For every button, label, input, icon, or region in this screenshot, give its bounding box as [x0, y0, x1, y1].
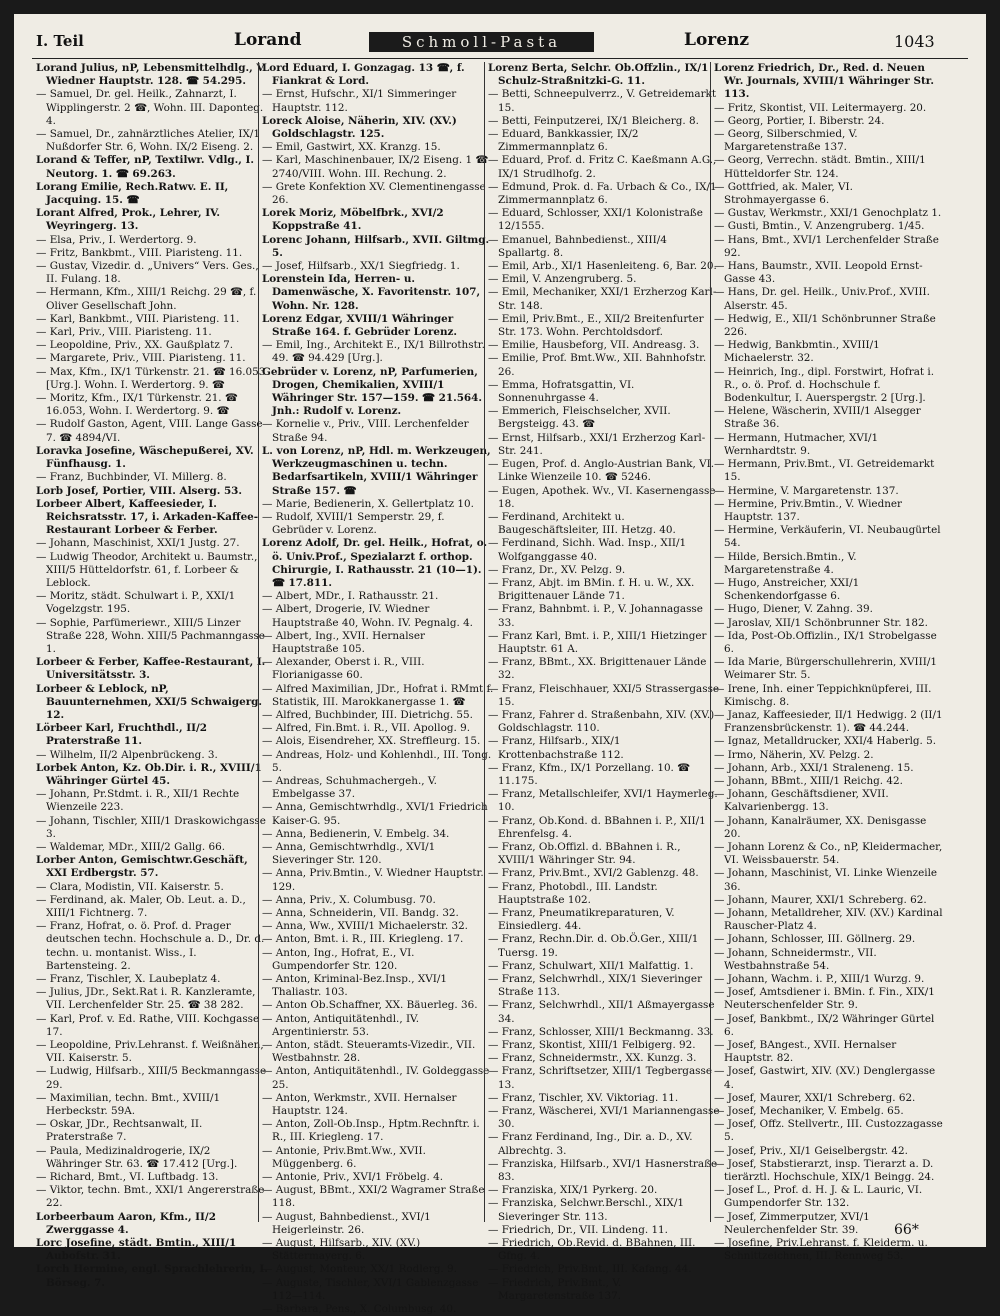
directory-entry: — Ludwig, Hilfsarb., XIII/5 Beckmanngasse 29. — [36, 1065, 267, 1091]
directory-entry: — Antonie, Priv.Bmt.Ww., XVII. Müggenberg. 6. — [262, 1144, 426, 1170]
directory-entry: — Barbara, Pens., X. Columbusg. 40. — [262, 1303, 457, 1316]
directory-entry: — Moritz, Kfm., IX/1 Türkenstr. 21. ☎ 16.053, Wohn. I. Werdertorg. 9. ☎ — [36, 392, 238, 418]
directory-entry: — Johann, Metalldreher, XIV. (XV.) Kardinal Rauscher-Platz 4. — [714, 907, 943, 933]
signature-mark: 66* — [894, 1222, 919, 1238]
directory-entry: — Hermann, Priv.Bmt., VI. Getreidemarkt 15. — [714, 458, 935, 484]
directory-entry: — Janaz, Kaffeesieder, II/1 Hedwigg. 2 (II/1 Franzensbrückenstr. 1). ☎ 44.244. — [714, 708, 943, 735]
directory-entry: — Georg, Portier, I. Biberstr. 24. — [714, 114, 885, 127]
directory-entry: — Emil, V. Anzengruberg. 5. — [488, 273, 637, 286]
directory-entry: — Franz, Schneidermstr., XX. Kunzg. 3. — [488, 1052, 697, 1065]
directory-entry: — Franz, Fahrer d. Straßenbahn, XIV. (XV.) Goldschlagstr. 110. — [488, 708, 715, 735]
directory-entry: Lorand Julius, nP, Lebensmittelhdlg., V. Wiedner Hauptstr. 128. ☎ 54.295. — [36, 62, 267, 88]
directory-entry: — Franz, Schulwart, XII/1 Malfattig. 1. — [488, 959, 694, 972]
directory-entry: — Albert, Ing., XVII. Hernalser Hauptstraße 105. — [262, 629, 425, 655]
directory-entry: — Max, Kfm., IX/1 Türkenstr. 21. ☎ 16.053 [Urg.]. Wohn. I. Werdertorg. 9. ☎ — [36, 365, 266, 391]
directory-entry: — Franz, Photobdl., III. Landstr. Hauptstraße 102. — [488, 880, 658, 906]
directory-entry: Lorant Alfred, Prok., Lehrer, IV. Weyringerg. 13. — [36, 207, 220, 233]
directory-entry: — Josef, Bankbmt., IX/2 Währinger Gürtel 6. — [714, 1012, 935, 1038]
directory-entry: — Franz Ferdinand, Ing., Dir. a. D., XV. Albrechtg. 3. — [488, 1131, 693, 1157]
directory-entry: Loravka Josefine, Wäschepußerei, XV. Fünfhausg. 1. — [36, 444, 254, 471]
directory-entry: — Alois, Eisendreher, XX. Streffleurg. 15. — [262, 735, 481, 748]
column-divider — [710, 62, 711, 1222]
directory-entry: — Ludwig Theodor, Architekt u. Baumstr., XIII/5 Hütteldorfstr. 61, f. Lorbeer & Leblock. — [36, 550, 258, 589]
directory-entry: — Georg, Verrechn. städt. Bmtin., XIII/1 Hütteldorfer Str. 124. — [714, 154, 926, 180]
directory-entry: — Johann, Schlosser, III. Göllnerg. 29. — [714, 933, 916, 946]
directory-entry: L. von Lorenz, nP, Hdl. m. Werkzeugen, Werkzeugmaschinen u. techn. Bedarfsartikeln, XVIII/1 Währinger Straße 157. ☎ — [262, 444, 491, 497]
directory-entry: — Hermine, V. Margaretenstr. 137. — [714, 484, 899, 497]
running-head-right: Lorenz — [684, 30, 750, 50]
directory-entry: Loreck Aloise, Näherin, XIV. (XV.) Goldschlagstr. 125. — [262, 114, 457, 141]
directory-entry: Lorbeer & Leblock, nP, Bauunternehmen, XXI/5 Schwaigerg. 12. — [36, 682, 263, 721]
directory-entry: — Hermine, Verkäuferin, VI. Neubaugürtel 54. — [714, 524, 941, 550]
directory-entry: — Franziska, Hilfsarb., XVI/1 Hasnerstraße 83. — [488, 1157, 718, 1184]
directory-entry: — Eduard, Prof. d. Fritz C. Kaeßmann A.G., IX/1 Strudlhofg. 2. — [488, 154, 717, 180]
directory-entry: — Irmo, Näherin, XV. Pelzg. 2. — [714, 748, 874, 761]
directory-entry: — Emil, Mechaniker, XXI/1 Erzherzog Karl-Str. 148. — [488, 286, 717, 312]
directory-entry: — Heinrich, Ing., dipl. Forstwirt, Hofrat i. R., o. ö. Prof. d. Hochschule f. Bodenkultur, I. Auerspergstr. 2 [Urg.]. — [714, 365, 935, 405]
part-label: I. Teil — [36, 32, 84, 50]
directory-entry: — Alfred Maximilian, JDr., Hofrat i. RMmt f. Statistik, III. Marokkanergasse 1. ☎ — [262, 682, 494, 708]
directory-entry: — Josef, Mechaniker, V. Embelg. 65. — [714, 1105, 904, 1118]
directory-entry: — Anton, Zoll-Ob.Insp., Hptm.Rechnftr. i. R., III. Kriegleng. 17. — [262, 1118, 480, 1144]
directory-entry: — Betti, Schneepulverrz., V. Getreidemarkt 15. — [488, 88, 717, 114]
directory-entry: — Franz, Hilfsarb., XIX/1 Krottenbachstraße 112. — [488, 735, 624, 761]
directory-entry: — Anton, Kriminal-Bez.Insp., XVI/1 Thaliastr. 103. — [262, 973, 447, 999]
directory-entry: — Emil, Ing., Architekt E., IX/1 Billrothstr. 49. ☎ 94.429 [Urg.]. — [262, 339, 485, 365]
directory-entry: Lorch Hermine, engl. Sprachlehrerin, I. Börseg. 7. — [36, 1263, 268, 1289]
directory-entry: — Waldemar, MDr., XIII/2 Gallg. 66. — [36, 840, 226, 853]
directory-entry: — Anton, Werkmstr., XVII. Hernalser Hauptstr. 124. — [262, 1091, 457, 1118]
directory-entry: — Eugen, Apothek. Wv., VI. Kasernengasse 18. — [488, 484, 716, 510]
directory-entry: Lorenz Adolf, Dr. gel. Heilk., Hofrat, o. ö. Univ.Prof., Spezialarzt f. orthop. Chirurgie, I. Rathausstr. 21 (10—1). ☎ 17.811. — [262, 537, 488, 589]
column-1 — [36, 62, 268, 1289]
directory-entry: — Ignaz, Metalldrucker, XXI/4 Haberlg. 5. — [714, 735, 937, 748]
directory-entry: — Clara, Modistin, VII. Kaiserstr. 5. — [36, 880, 224, 893]
directory-entry: Lorand & Teffer, nP, Textilwr. Vdlg., I. Neutorg. 1. ☎ 69.263. — [36, 154, 254, 180]
directory-entry: — Karl, Prof. v. Ed. Rathe, VIII. Kochgasse 17. — [36, 1012, 260, 1038]
directory-entry: — Josef, Priv., XI/1 Geiselbergstr. 42. — [714, 1144, 908, 1157]
directory-entry: — Franz, Kfm., IX/1 Porzellang. 10. ☎ 11.175. — [488, 761, 691, 787]
page-number: 1043 — [894, 32, 935, 51]
directory-entry: — Fritz, Bankbmt., VIII. Piaristeng. 11. — [36, 246, 243, 259]
directory-entry: — Josef, Amtsdiener i. BMin. f. Fin., XIX/1 Neuterschenfelder Str. 9. — [714, 986, 935, 1012]
directory-entry: — Moritz, städt. Schulwart i. P., XXI/1 Vogelzgstr. 195. — [36, 590, 236, 616]
directory-entry: — Anton, Antiquitätenhdl., IV. Goldeggasse 25. — [262, 1065, 490, 1091]
directory-entry: — Georg, Silberschmied, V. Margaretenstraße 137. — [714, 128, 858, 154]
directory-entry: — Kornelie v., Priv., VIII. Lerchenfelder Straße 94. — [262, 418, 469, 444]
directory-entry: — Friedrich, Priv.Bmt., III. Kafang. 44. — [488, 1263, 692, 1276]
directory-entry: — Johann, Maschinist, VI. Linke Wienzeile 36. — [714, 867, 938, 893]
directory-entry: Lorbeerbaum Aaron, Kfm., II/2 Zwerggasse 4. — [36, 1210, 216, 1236]
directory-entry: — Johann, Wachm. i. P., XIII/1 Wurzg. 9. — [714, 973, 925, 986]
directory-entry: — Franz, Ob.Offizl. d. BBahnen i. R., XVIII/1 Währinger Str. 94. — [488, 840, 681, 867]
directory-entry: — Franz, Rechn.Dir. d. Ob.Ö.Ger., XIII/1 Tuersg. 19. — [488, 933, 699, 959]
directory-entry: — Emil, Priv.Bmt., E., XII/2 Breitenfurter Str. 173. Wohn. Perchtoldsdorf. — [488, 312, 704, 339]
directory-entry: — Franz, Ob.Kond. d. BBahnen i. P., XII/1 Ehrenfelsg. 4. — [488, 814, 706, 840]
directory-entry: — Franz, Schriftsetzer, XIII/1 Tegbergasse 13. — [488, 1065, 712, 1091]
column-divider — [484, 62, 485, 1222]
running-head-left: Lorand — [234, 30, 302, 50]
directory-entry: — Anna, Gemischtwrhdlg., XVI/1 Friedrich Kaiser-G. 95. — [262, 801, 488, 827]
directory-entry: — Karl, Maschinenbauer, IX/2 Eiseng. 1 ☎ 2740/VIII. Wohn. III. Rechung. 2. — [262, 154, 489, 180]
column-divider — [258, 62, 259, 1222]
directory-entry: — Josef L., Prof. d. H. J. & L. Lauric, VI. Gumpendorfer Str. 132. — [714, 1184, 923, 1210]
directory-entry: — Josef, Gastwirt, XIV. (XV.) Denglergasse 4. — [714, 1065, 936, 1091]
directory-entry: — Johann, Kanalräumer, XX. Denisgasse 20. — [714, 814, 927, 840]
directory-entry: — Hans, Bmt., XVI/1 Lerchenfelder Straße 92. — [714, 233, 939, 259]
directory-entry: — Josef, Zimmerputzer, XVI/1 Neulerchenfelder Str. 39. — [714, 1210, 870, 1236]
directory-entry: — Franz, Dr., XV. Pelzg. 9. — [488, 563, 626, 576]
directory-entry: Lorenz Berta, Selchr. Ob.Offzlin., IX/1 Schulz-Straßnitzki-G. 11. — [488, 62, 709, 88]
directory-entry: — Ferdinand, Architekt u. Baugeschäftsleiter, III. Hetzg. 40. — [488, 510, 676, 537]
directory-entry: — Franz, Tischler, XV. Viktoriag. 11. — [488, 1091, 679, 1104]
directory-entry: — Hilde, Bersich.Bmtin., V. Margaretenstraße 4. — [714, 550, 857, 576]
directory-entry: — Karl, Priv., VIII. Piaristeng. 11. — [36, 326, 212, 339]
directory-entry: Lorbeer Albert, Kaffeesieder, I. Reichsratsstr. 17, i. Arkaden-Kaffee-Restaurant Lorbeer & Ferber. — [36, 497, 259, 537]
directory-entry: — Alfred, Buchbinder, III. Dietrichg. 55. — [262, 708, 473, 721]
directory-entry: — Hans, Baumstr., XVII. Leopold Ernst-Gasse 43. — [714, 260, 923, 286]
directory-entry: — Ida, Post-Ob.Offizlin., IX/1 Strobelgasse 6. — [714, 629, 937, 655]
directory-entry: — Emil, Gastwirt, XX. Kranzg. 15. — [262, 141, 441, 154]
directory-entry: — Friedrich, Ob.Revid. d. BBahnen, III. Gfng. 4. — [488, 1237, 696, 1263]
directory-entry: — Leopoldine, Priv., XX. Gaußplatz 7. — [36, 339, 234, 352]
directory-entry: — Hermine, Priv.Bmtin., V. Wiedner Hauptstr. 137. — [714, 497, 903, 523]
directory-entry: — Franz, Metallschleifer, XVI/1 Haymerleg. 10. — [488, 788, 718, 814]
directory-entry: — Emil, Arb., XI/1 Hasenleiteng. 6, Bar. 20. — [488, 260, 717, 273]
directory-entry: — Franz, BBmt., XX. Brigittenauer Lände 32. — [488, 656, 707, 682]
directory-entry: — Franziska, XIX/1 Pyrkerg. 20. — [488, 1184, 658, 1197]
directory-entry: — Emanuel, Bahnbedienst., XIII/4 Spallartg. 8. — [488, 233, 667, 259]
header-rule — [32, 58, 968, 59]
directory-entry: Lorbeer & Ferber, Kaffee-Restaurant, I. Universitätsstr. 3. — [36, 656, 266, 682]
directory-entry: — Anna, Schneiderin, VII. Bandg. 32. — [262, 907, 459, 919]
directory-entry: — Sophie, Parfümeriewr., XIII/5 Linzer Straße 228, Wohn. XIII/5 Pachmanngasse 1. — [36, 616, 265, 655]
directory-entry: — Emmerich, Fleischselcher, XVII. Bergsteigg. 43. ☎ — [488, 405, 671, 431]
directory-entry: — Franz, Priv.Bmt., XVI/2 Gablenzg. 48. — [488, 867, 699, 880]
directory-entry: — Hermann, Kfm., XIII/1 Reichg. 29 ☎, f. Oliver Gesellschaft John. — [36, 286, 257, 312]
directory-entry: Lorenz Edgar, XVIII/1 Währinger Straße 164. f. Gebrüder Lorenz. — [262, 312, 458, 339]
directory-entry: — Anton, Bmt. i. R., III. Kriegleng. 17. — [262, 933, 464, 946]
directory-entry: — Anna, Gemischtwrhdlg., XVI/1 Sieveringer Str. 120. — [262, 840, 436, 867]
directory-entry: — Irene, Inh. einer Teppichknüpferei, III. Kimischg. 8. — [714, 682, 932, 708]
directory-entry: — Anton, Antiquitätenhdl., IV. Argentinierstr. 53. — [262, 1012, 420, 1038]
directory-entry: — Rudolf Gaston, Agent, VIII. Lange Gasse 7. ☎ 4894/VI. — [36, 418, 263, 444]
advertisement-banner: Schmoll-Pasta — [369, 32, 594, 52]
directory-entry: — Karl, Bankbmt., VIII. Piaristeng. 11. — [36, 312, 240, 325]
directory-entry: — Helene, Wäscherin, XVIII/1 Alsegger Straße 36. — [714, 405, 921, 431]
directory-entry: — Margarete, Priv., VIII. Piaristeng. 11. — [36, 352, 246, 365]
directory-entry: — Alfred, Fin.Bmt. i. R., VII. Apollog. 9. — [262, 722, 471, 735]
directory-entry: — Edmund, Prok. d. Fa. Urbach & Co., IX/1 Zimmermannplatz 6. — [488, 180, 717, 207]
directory-entry: — August, Hilfsarb., XIV. (XV.) Stättermayerg. 6. — [262, 1237, 421, 1263]
directory-entry: — Anna, Priv.Bmtin., V. Wiedner Hauptstr. 129. — [262, 867, 484, 893]
directory-entry: — Albert, Drogerie, IV. Wiedner Hauptstraße 40, Wohn. IV. Pegnalg. 4. — [262, 603, 473, 629]
directory-entry: — Anton Ob.Schaffner, XX. Bäuerleg. 36. — [262, 999, 478, 1012]
directory-entry: — Johann, Schneidermstr., VII. Westbahnstraße 54. — [714, 946, 877, 972]
directory-entry: — Maximilian, techn. Bmt., XVIII/1 Herbeckstr. 59A. — [36, 1091, 221, 1118]
directory-entry: — Johann, Geschäftsdiener, XVII. Kalvarienbergg. 13. — [714, 788, 889, 814]
directory-entry: — Oskar, JDr., Rechtsanwalt, II. Praterstraße 7. — [36, 1118, 203, 1144]
directory-entry: — Auguste, Tischler, XVI/1 Gablenzgasse 112—114. — [262, 1276, 479, 1302]
directory-entry: — Franz, Abjt. im BMin. f. H. u. W., XX. Brigittenauer Lände 71. — [488, 576, 695, 603]
directory-entry: Lorang Emilie, Rech.Ratwv. E. II, Jacquing. 15. ☎ — [36, 180, 229, 207]
directory-entry: — Antonie, Priv., XVI/1 Fröbelg. 4. — [262, 1171, 444, 1184]
directory-entry: — Friedrich, Priv.Bmt., V. Margaretenstraße 137. — [488, 1276, 622, 1302]
directory-entry: — Franz, Tischler, X. Laubeplatz 4. — [36, 973, 221, 986]
directory-entry: — Franz, Selchwrhdl., XIX/1 Sieveringer Straße 113. — [488, 973, 703, 999]
directory-entry: — Emilie, Prof. Bmt.Ww., XII. Bahnhofstr. 26. — [488, 352, 707, 378]
directory-entry: — Viktor, techn. Bmt., XXI/1 Angererstraße 22. — [36, 1184, 265, 1210]
directory-entry: — Emma, Hofratsgattin, VI. Sonnenuhrgasse 4. — [488, 378, 635, 405]
directory-entry: — Albert, MDr., I. Rathausstr. 21. — [262, 590, 439, 603]
directory-entry: — Fritz, Skontist, VII. Leitermayerg. 20. — [714, 101, 927, 114]
directory-entry: — Franz, Buchbinder, VI. Millerg. 8. — [36, 471, 227, 484]
directory-entry: — Andreas, Holz- und Kohlenhdl., III. Tong. 5. — [262, 748, 492, 774]
directory-entry: — Grete Konfektion XV. Clementinengasse 26. — [262, 180, 486, 207]
directory-entry: Lorek Moriz, Möbelfbrk., XVI/2 Koppstraße 41. — [262, 207, 444, 233]
directory-entry: — Elsa, Priv., I. Werdertorg. 9. — [36, 233, 197, 246]
directory-entry: — Josef, Stabstierarzt, insp. Tierarzt a. D. tierärztl. Hochschule, XIX/1 Beingg. 24. — [714, 1157, 935, 1184]
directory-entry: — Leopoldine, Priv.Lehranst. f. Weißnähen, VII. Kaiserstr. 5. — [36, 1039, 264, 1065]
directory-entry: — Franziska, Selchwr.Berschl., XIX/1 Sieveringer Str. 113. — [488, 1197, 684, 1223]
directory-entry: — Rudolf, XVIII/1 Semperstr. 29, f. Gebrüder v. Lorenz. — [262, 510, 445, 537]
directory-entry: Lorber Anton, Gemischtwr.Geschäft, XXI Erdbergstr. 57. — [36, 854, 248, 880]
directory-entry: — Franz Karl, Bmt. i. P., XIII/1 Hietzinger Hauptstr. 61 A. — [488, 629, 707, 655]
directory-entry: — August, BBmt., XXI/2 Wagramer Straße 118. — [262, 1184, 485, 1210]
directory-entry: — Ida Marie, Bürgerschullehrerin, XVIII/1 Weimarer Str. 5. — [714, 656, 937, 682]
directory-entry: — Franz, Bahnbmt. i. P., V. Johannagasse 33. — [488, 603, 703, 629]
directory-entry: — Josef, Hilfsarb., XX/1 Siegfriedg. 1. — [262, 260, 460, 273]
column-3 — [488, 62, 720, 1302]
directory-entry: — Julius, JDr., Sekt.Rat i. R. Kanzleramte, VII. Lerchenfelder Str. 25. ☎ 38 282. — [36, 986, 256, 1012]
directory-entry: — Johann, Arb., XXI/1 Straleneng. 15. — [714, 761, 914, 774]
directory-entry: — Josef, Maurer, XXI/1 Schreberg. 62. — [714, 1091, 916, 1104]
directory-entry: — Eugen, Prof. d. Anglo-Austrian Bank, VI. Linke Wienzeile 10. ☎ 5246. — [488, 458, 715, 484]
directory-entry: — Franz, Hofrat, o. ö. Prof. d. Prager deutschen techn. Hochschule a. D., Dr. d. techn. u. montanist. Wiss., I. Bartensteing. 2. — [36, 920, 265, 972]
directory-entry: — Franz, Skontist, XIII/1 Felbigerg. 92. — [488, 1039, 696, 1052]
directory-entry: — Gustav, Vizedir. d. „Univers“ Vers. Ges., II. Fulang. 18. — [36, 260, 259, 286]
directory-entry: Lörbeer Karl, Fruchthdl., II/2 Praterstraße 11. — [36, 722, 207, 748]
directory-entry: — Richard, Bmt., VI. Luftbadg. 13. — [36, 1171, 219, 1184]
directory-entry: — Jaroslav, XII/1 Schönbrunner Str. 182. — [714, 616, 928, 629]
directory-entry: — Gottfried, ak. Maler, VI. Strohmayergasse 6. — [714, 180, 853, 207]
column-2 — [262, 62, 494, 1316]
directory-entry: — Hedwig, Bankbmtin., XVIII/1 Michaelerstr. 32. — [714, 339, 880, 365]
page-header — [14, 30, 986, 56]
directory-entry: — Samuel, Dr. gel. Heilk., Zahnarzt, I. Wipplingerstr. 2 ☎, Wohn. III. Daponteg. 4. — [36, 88, 264, 127]
directory-entry: — Marie, Bedienerin, X. Gellertplatz 10. — [262, 497, 474, 510]
directory-entry: — Hans, Dr. gel. Heilk., Univ.Prof., XVIII. Alserstr. 45. — [714, 286, 930, 312]
directory-entry: — Paula, Medizinaldrogerie, IX/2 Währinger Str. 63. ☎ 17.412 [Urg.]. — [36, 1144, 238, 1170]
directory-entry: — Franz, Fleischhauer, XXI/5 Strassergasse 15. — [488, 682, 720, 708]
directory-entry: — Johann, Maschinist, XXI/1 Justg. 27. — [36, 537, 240, 550]
directory-entry: — Ernst, Hufschr., XI/1 Simmeringer Hauptstr. 112. — [262, 88, 457, 114]
directory-entry: — Josef, Offz. Stellvertr., III. Custozzagasse 5. — [714, 1118, 943, 1144]
directory-entry: Lorbek Anton, Kz. Ob.Dir. i. R., XVIII/1 Währinger Gürtel 45. — [36, 761, 262, 787]
directory-entry: — Franz, Pneumatikreparaturen, V. Einsiedlerg. 44. — [488, 907, 675, 933]
directory-entry: — Hedwig, E., XII/1 Schönbrunner Straße 226. — [714, 312, 936, 339]
directory-entry: — Betti, Feinputzerei, IX/1 Bleicherg. 8. — [488, 114, 699, 127]
directory-entry: — Josef, BAngest., XVII. Hernalser Hauptstr. 82. — [714, 1039, 897, 1065]
directory-entry: — Alexander, Oberst i. R., VIII. Florianigasse 60. — [262, 656, 425, 682]
directory-entry: — Hermann, Hutmacher, XVI/1 Wernhardtstr. 9. — [714, 431, 879, 457]
directory-entry: — Hugo, Anstreicher, XXI/1 Schenkendorfgasse 6. — [714, 576, 860, 603]
directory-page — [14, 14, 986, 1316]
directory-entry: — Samuel, Dr., zahnärztliches Atelier, IX/1 Nußdorfer Str. 6, Wohn. IX/2 Eiseng. 2. — [36, 128, 260, 154]
directory-entry: Lorenstein Ida, Herren- u. Damenwäsche, X. Favoritenstr. 107, Wohn. Nr. 128. — [262, 273, 481, 312]
directory-entry: — Eduard, Schlosser, XXI/1 Kolonistraße 12/1555. — [488, 207, 703, 233]
directory-entry: — Anna, Ww., XVIII/1 Michaelerstr. 32. — [262, 920, 468, 933]
directory-entry: — Anna, Bedienerin, V. Embelg. 34. — [262, 827, 450, 840]
directory-entry: — Eduard, Bankkassier, IX/2 Zimmermannplatz 6. — [488, 128, 639, 154]
directory-entry: — Josefine, Priv.Lehranst. f. Kleiderm. u. Schnittzeichnen, III. Rennweg 53. — [714, 1237, 928, 1263]
directory-entry: — Anton, Ing., Hofrat, E., VI. Gumpendorfer Str. 120. — [262, 946, 415, 972]
directory-entry: — Ernst, Hilfsarb., XXI/1 Erzherzog Karl-Str. 241. — [488, 431, 706, 457]
directory-entry: — Johann Lorenz & Co., nP, Kleidermacher, VI. Weissbauerstr. 54. — [714, 840, 943, 867]
directory-entry: — Wilhelm, II/2 Alpenbrückeng. 3. — [36, 748, 218, 761]
directory-entry: — Johann, Pr.Stdmt. i. R., XII/1 Rechte Wienzeile 223. — [36, 788, 240, 814]
directory-entry: — Ferdinand, Sichh. Wad. Insp., XII/1 Wolfganggasse 40. — [488, 537, 687, 563]
directory-entry: Lorenz Friedrich, Dr., Red. d. Neuen Wr. Journals, XVIII/1 Währinger Str. 113. — [714, 62, 934, 101]
directory-entry: — Hugo, Diener, V. Zahng. 39. — [714, 603, 873, 616]
directory-entry: — August, Monteur, XX/1 Rodlerg. 9. — [262, 1263, 457, 1276]
directory-entry: — Johann, Tischler, XIII/1 Draskowichgasse 3. — [36, 814, 266, 840]
directory-entry: — Ferdinand, ak. Maler, Ob. Leut. a. D., XIII/1 Fichtnerg. 7. — [36, 893, 246, 919]
directory-entry: — Franz, Schlosser, XIII/1 Beckmanng. 33. — [488, 1025, 714, 1038]
directory-entry: — August, Bahnbedienst., XVI/1 Heigerleinstr. 26. — [262, 1210, 431, 1236]
directory-entry: — Johann, BBmt., XIII/1 Reichg. 42. — [714, 774, 903, 787]
directory-entry: — Anna, Priv., X. Columbusg. 70. — [262, 893, 436, 906]
directory-entry: — Anton, städt. Steueramts-Vizedir., VII. Westbahnstr. 28. — [262, 1039, 476, 1065]
directory-entry: — Emilie, Hausbeforg, VII. Andreasg. 3. — [488, 339, 700, 352]
directory-entry: — Franz, Wäscherei, XVI/1 Mariannengasse 30. — [488, 1105, 720, 1131]
directory-entry: Lorb Josef, Portier, VIII. Alserg. 53. — [36, 484, 243, 497]
directory-entry: Lorenc Johann, Hilfsarb., XVII. Giltmg. 5. — [262, 233, 490, 259]
directory-entry: Lord Eduard, I. Gonzagag. 13 ☎, f. Fiankrat & Lord. — [262, 62, 465, 88]
directory-entry: — Andreas, Schuhmachergeh., V. Embelgasse 37. — [262, 774, 437, 801]
directory-entry: — Johann, Maurer, XXI/1 Schreberg. 62. — [714, 893, 927, 906]
directory-entry: — Friedrich, Dr., VII. Lindeng. 11. — [488, 1223, 668, 1236]
directory-entry: — Gusti, Bmtin., V. Anzengruberg. 1/45. — [714, 220, 925, 233]
directory-entry: Lorc Josefine, städt. Bmtin., XIII/1 Aubofstr. 31. — [36, 1237, 237, 1263]
directory-entry: Gebrüder v. Lorenz, nP, Parfumerien, Drogen, Chemikalien, XVIII/1 Währinger Str. 157—159. ☎ 21.564. Jnh.: Rudolf v. Lorenz. — [262, 365, 483, 418]
directory-entry: — Gustav, Werkmstr., XXI/1 Genochplatz 1. — [714, 207, 942, 220]
directory-entry: — Franz, Selchwrhdl., XII/1 Aßmayergasse 34. — [488, 999, 715, 1025]
